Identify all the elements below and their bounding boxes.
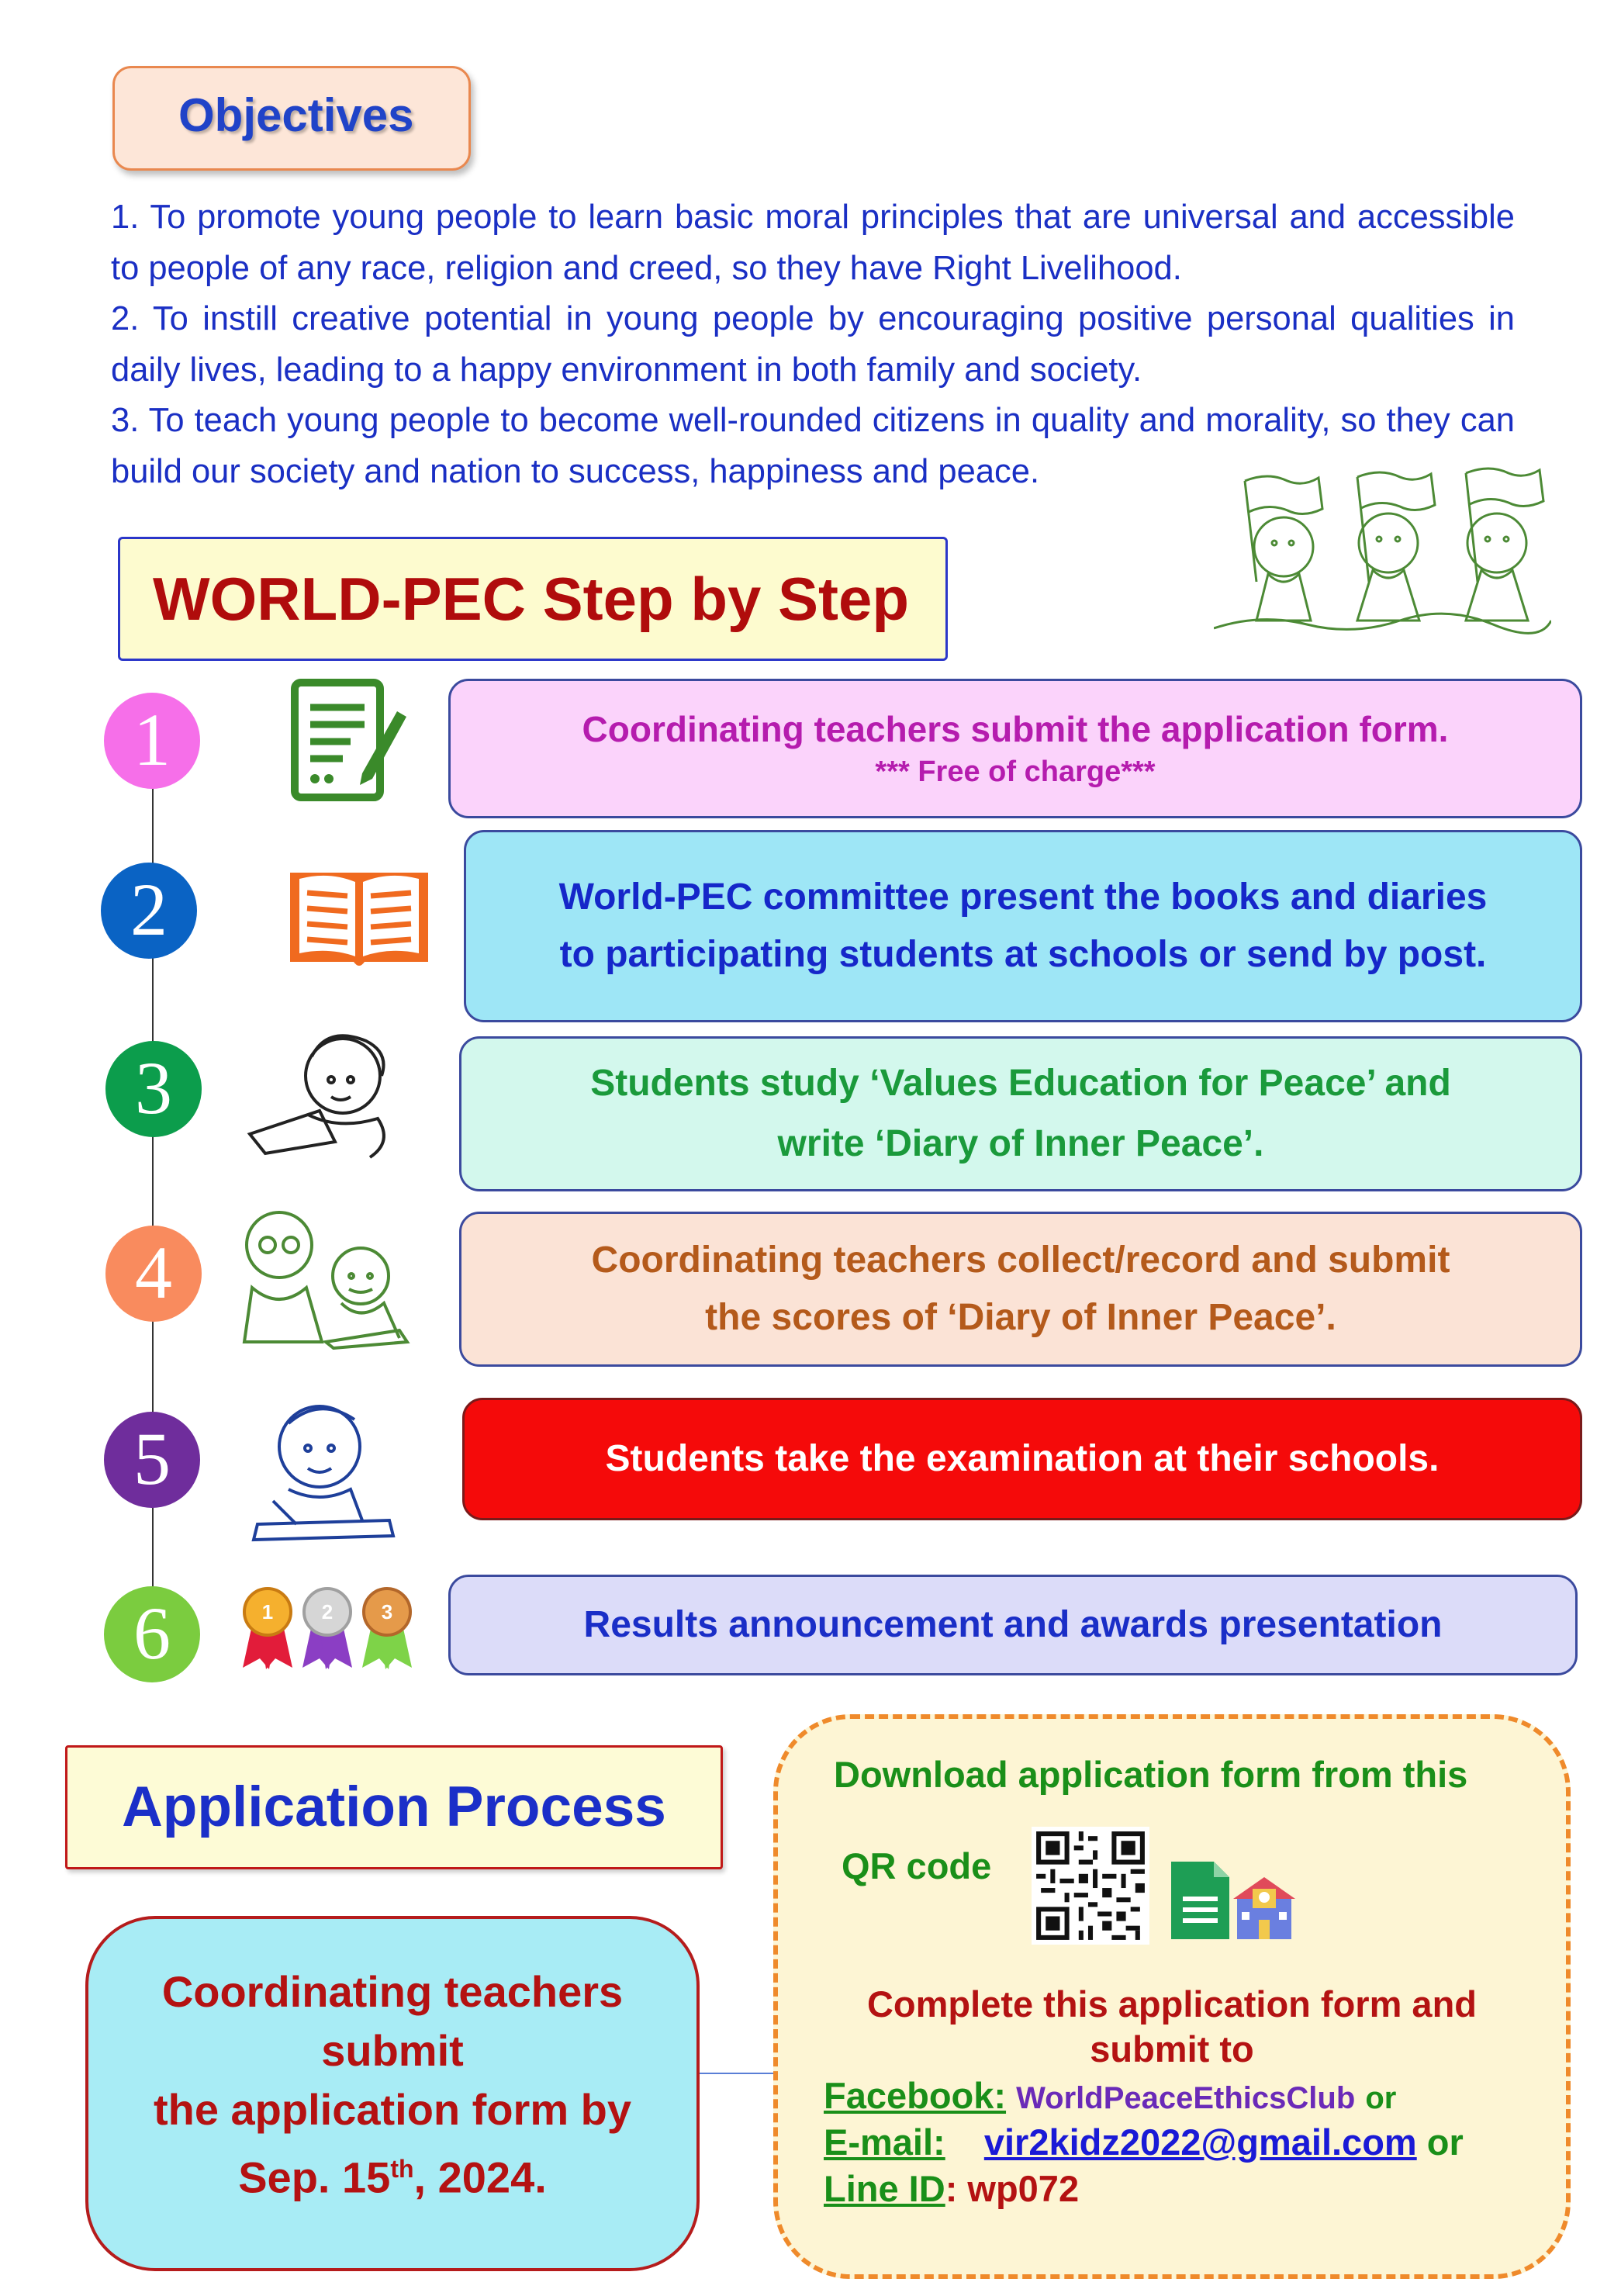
deadline-date: [85, 2139, 700, 2208]
step-3-number: 3: [105, 1041, 202, 1137]
step-1-number: 1: [104, 693, 200, 789]
award-1-label: 1: [261, 1600, 274, 1623]
step-5-box: [462, 1398, 1582, 1520]
step-6-number: 6: [104, 1586, 200, 1682]
step-3-text-line1: Students study ‘Values Education for Peace’ and: [590, 1063, 1451, 1104]
email-or: or: [1426, 2121, 1464, 2163]
boy-reading-icon: [242, 1025, 405, 1161]
deadline-date-year: , 2024.: [413, 2152, 547, 2202]
step-2-box: [464, 830, 1582, 1022]
step-3-text-line2: write ‘Diary of Inner Peace’.: [777, 1123, 1264, 1164]
step-2-text-line2: to participating students at schools or send by post.: [559, 934, 1487, 975]
step-4-text-line1: Coordinating teachers collect/record and submit: [591, 1240, 1450, 1281]
boy-writing-icon: [242, 1392, 405, 1544]
award-ribbons-icon: [237, 1582, 419, 1672]
email-row: [824, 2119, 1464, 2166]
step-6-text: Results announcement and awards presentation: [583, 1604, 1443, 1645]
objective-item-3: 3. To teach young people to become well-rounded citizens in quality and morality, so they can build our society and nation to success, happiness and peace.: [111, 402, 1515, 490]
form-pencil-icon: [289, 676, 409, 804]
deadline-text: [85, 1962, 700, 2208]
complete-line-2: submit to: [1090, 2028, 1254, 2070]
open-book-icon: [282, 857, 436, 973]
facebook-label: Facebook:: [824, 2075, 1007, 2116]
step-1-note: *** Free of charge***: [875, 756, 1156, 788]
steps-heading: WORLD-PEC Step by Step: [153, 565, 910, 633]
school-icon: [1229, 1869, 1299, 1943]
email-link[interactable]: vir2kidz2022@gmail.com: [983, 2121, 1417, 2163]
line-id-value[interactable]: : wp072: [945, 2168, 1080, 2209]
step-4-box: [459, 1212, 1582, 1367]
teacher-student-icon: [233, 1202, 415, 1350]
step-5-text: Students take the examination at their schools.: [605, 1438, 1440, 1479]
objectives-list: [111, 192, 1515, 497]
objective-item-1: 1. To promote young people to learn basic moral principles that are universal and accessible to people of any race, religion and creed, so they have Right Livelihood.: [111, 199, 1515, 287]
email-label: E-mail:: [824, 2121, 945, 2163]
deadline-date-day: Sep. 15: [238, 2152, 391, 2202]
deadline-date-suffix: th: [390, 2155, 414, 2183]
line-id-label: Line ID: [824, 2168, 945, 2209]
deadline-line-2: submit: [321, 2026, 464, 2075]
step-1-text: Coordinating teachers submit the application form.: [582, 709, 1449, 749]
complete-instructions: [773, 1982, 1571, 2072]
google-sheets-icon: [1167, 1858, 1233, 1943]
step-2-text-line1: World-PEC committee present the books and diaries: [558, 877, 1488, 918]
download-text: Download application form from this: [834, 1754, 1468, 1795]
qr-label: QR code: [842, 1845, 992, 1886]
step-2-number: 2: [101, 863, 197, 959]
award-3-label: 3: [381, 1600, 393, 1623]
complete-line-1: Complete this application form and: [866, 1983, 1477, 2025]
qr-code[interactable]: [1032, 1827, 1149, 1945]
kids-with-flags-illustration: [1214, 465, 1551, 640]
facebook-row: [824, 2073, 1396, 2121]
step-4-text-line2: the scores of ‘Diary of Inner Peace’.: [705, 1297, 1336, 1338]
deadline-line-3: the application form by: [153, 2085, 632, 2134]
step-1-box: [448, 679, 1582, 818]
connector-line: [700, 2073, 774, 2074]
step-6-box: [448, 1575, 1578, 1675]
step-3-box: [459, 1036, 1582, 1191]
facebook-link[interactable]: WorldPeaceEthicsClub: [1016, 2081, 1356, 2115]
facebook-or: or: [1365, 2081, 1397, 2115]
objectives-heading: Objectives: [178, 89, 414, 141]
award-2-label: 2: [321, 1600, 334, 1623]
deadline-line-1: Coordinating teachers: [161, 1967, 624, 2016]
objective-item-2: 2. To instill creative potential in young people by encouraging positive personal qualities in daily lives, leading to a happy environment in both family and society.: [111, 300, 1515, 389]
application-heading: Application Process: [122, 1776, 666, 1838]
step-4-number: 4: [105, 1226, 202, 1322]
step-5-number: 5: [104, 1412, 200, 1508]
line-id-row: [824, 2166, 1079, 2212]
